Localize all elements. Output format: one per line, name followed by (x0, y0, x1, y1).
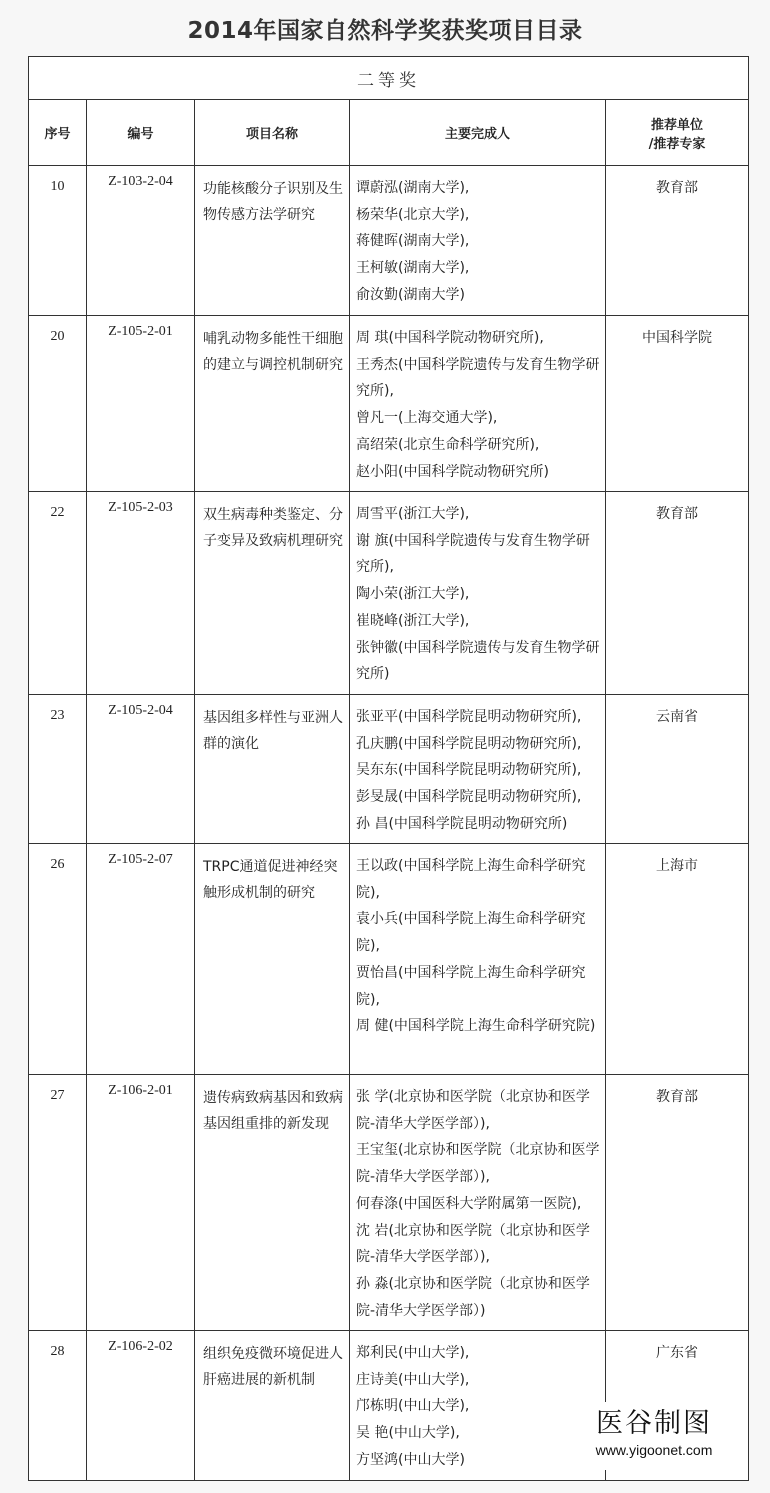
row-people (350, 166, 606, 316)
row-code: Z-105-2-04 (87, 695, 195, 844)
row-project-name: 组织免疫微环境促进人肝癌进展的新机制 (195, 1331, 350, 1481)
person-entry: 郑利民(中山大学), (356, 1345, 470, 1361)
person-entry: 谭蔚泓(湖南大学), (356, 180, 470, 196)
row-recommender: 教育部 (606, 492, 749, 695)
row-recommender: 广东省 (606, 1331, 749, 1481)
header-unit (606, 100, 749, 166)
row-index: 28 (29, 1331, 87, 1481)
row-project-name: TRPC通道促进神经突触形成机制的研究 (195, 844, 350, 1075)
row-project-name: 哺乳动物多能性干细胞的建立与调控机制研究 (195, 316, 350, 492)
header-people: 主要完成人 (350, 100, 606, 166)
person-entry: 孙 淼(北京协和医学院（北京协和医学院-清华大学医学部）) (356, 1275, 590, 1319)
row-recommender: 教育部 (606, 1075, 749, 1331)
person-entry: 谢 旗(中国科学院遗传与发育生物学研究所), (356, 532, 590, 576)
row-recommender: 教育部 (606, 166, 749, 316)
person-entry: 何春涤(中国医科大学附属第一医院), (356, 1195, 582, 1212)
person-entry: 崔晓峰(浙江大学), (356, 612, 470, 629)
row-code: Z-106-2-01 (87, 1075, 195, 1331)
watermark-logo (578, 1402, 730, 1470)
row-people (350, 844, 606, 1075)
person-entry: 陶小荣(浙江大学), (356, 586, 470, 603)
row-index: 27 (29, 1075, 87, 1331)
person-entry: 孙 昌(中国科学院昆明动物研究所) (356, 815, 568, 832)
person-entry: 孔庆鹏(中国科学院昆明动物研究所), (356, 735, 582, 752)
row-code: Z-105-2-07 (87, 844, 195, 1075)
person-entry: 张 学(北京协和医学院（北京协和医学院-清华大学医学部）), (356, 1089, 590, 1132)
row-code: Z-106-2-02 (87, 1331, 195, 1481)
person-entry: 方坚鸿(中山大学) (356, 1451, 465, 1468)
header-unit-line2: /推荐专家 (648, 136, 706, 152)
person-entry: 王秀杰(中国科学院遗传与发育生物学研究所), (356, 356, 600, 400)
row-people (350, 316, 606, 492)
header-unit-line1: 推荐单位 (651, 117, 704, 133)
person-entry: 邝栋明(中山大学), (356, 1398, 470, 1415)
row-people (350, 1075, 606, 1331)
header-index: 序号 (29, 100, 87, 166)
person-entry: 赵小阳(中国科学院动物研究所) (356, 463, 549, 480)
person-entry: 杨荣华(北京大学), (356, 206, 470, 223)
page-title: 2014年国家自然科学奖获奖项目目录 (187, 18, 583, 44)
row-project-name: 功能核酸分子识别及生物传感方法学研究 (195, 166, 350, 316)
header-row (29, 100, 749, 166)
row-recommender: 中国科学院 (606, 316, 749, 492)
table-row (29, 695, 749, 844)
row-code: Z-105-2-03 (87, 492, 195, 695)
person-entry: 高绍荣(北京生命科学研究所), (356, 436, 540, 453)
person-entry: 周雪平(浙江大学), (356, 506, 470, 522)
person-entry: 周 琪(中国科学院动物研究所), (356, 330, 544, 346)
person-entry: 张亚平(中国科学院昆明动物研究所), (356, 709, 582, 725)
table-row (29, 1075, 749, 1331)
row-index: 10 (29, 166, 87, 316)
person-entry: 贾怡昌(中国科学院上海生命科学研究院), (356, 964, 586, 1008)
table-row (29, 166, 749, 316)
row-code: Z-105-2-01 (87, 316, 195, 492)
row-project-name: 基因组多样性与亚洲人群的演化 (195, 695, 350, 844)
person-entry: 吴东东(中国科学院昆明动物研究所), (356, 762, 582, 779)
person-entry: 彭旻晟(中国科学院昆明动物研究所), (356, 789, 582, 806)
table-row (29, 844, 749, 1075)
row-people (350, 1331, 606, 1481)
person-entry: 张钟徽(中国科学院遗传与发育生物学研究所) (356, 639, 600, 683)
table-row (29, 316, 749, 492)
row-project-name: 遗传病致病基因和致病基因组重排的新发现 (195, 1075, 350, 1331)
row-project-name: 双生病毒种类鉴定、分子变异及致病机理研究 (195, 492, 350, 695)
row-recommender: 云南省 (606, 695, 749, 844)
person-entry: 沈 岩(北京协和医学院（北京协和医学院-清华大学医学部）), (356, 1222, 590, 1266)
row-index: 20 (29, 316, 87, 492)
section-heading: 二等奖 (29, 57, 749, 100)
person-entry: 袁小兵(中国科学院上海生命科学研究院), (356, 911, 586, 955)
row-recommender: 上海市 (606, 844, 749, 1075)
person-entry: 王以政(中国科学院上海生命科学研究院), (356, 858, 586, 901)
row-code: Z-103-2-04 (87, 166, 195, 316)
person-entry: 庄诗美(中山大学), (356, 1371, 470, 1388)
person-entry: 俞汝勤(湖南大学) (356, 286, 465, 303)
watermark-url: www.yigoonet.com (595, 1442, 713, 1458)
row-index: 23 (29, 695, 87, 844)
person-entry: 周 健(中国科学院上海生命科学研究院) (356, 1018, 596, 1035)
header-name: 项目名称 (195, 100, 350, 166)
person-entry: 王柯敏(湖南大学), (356, 260, 470, 277)
row-people (350, 492, 606, 695)
watermark-text: 医谷制图 (596, 1408, 712, 1439)
header-code: 编号 (87, 100, 195, 166)
row-people (350, 695, 606, 844)
award-table (28, 56, 749, 1481)
row-index: 22 (29, 492, 87, 695)
table-row (29, 492, 749, 695)
person-entry: 吴 艳(中山大学), (356, 1425, 460, 1442)
person-entry: 王宝玺(北京协和医学院（北京协和医学院-清华大学医学部）), (356, 1142, 600, 1186)
row-index: 26 (29, 844, 87, 1075)
person-entry: 曾凡一(上海交通大学), (356, 410, 498, 427)
person-entry: 蒋健晖(湖南大学), (356, 233, 470, 250)
